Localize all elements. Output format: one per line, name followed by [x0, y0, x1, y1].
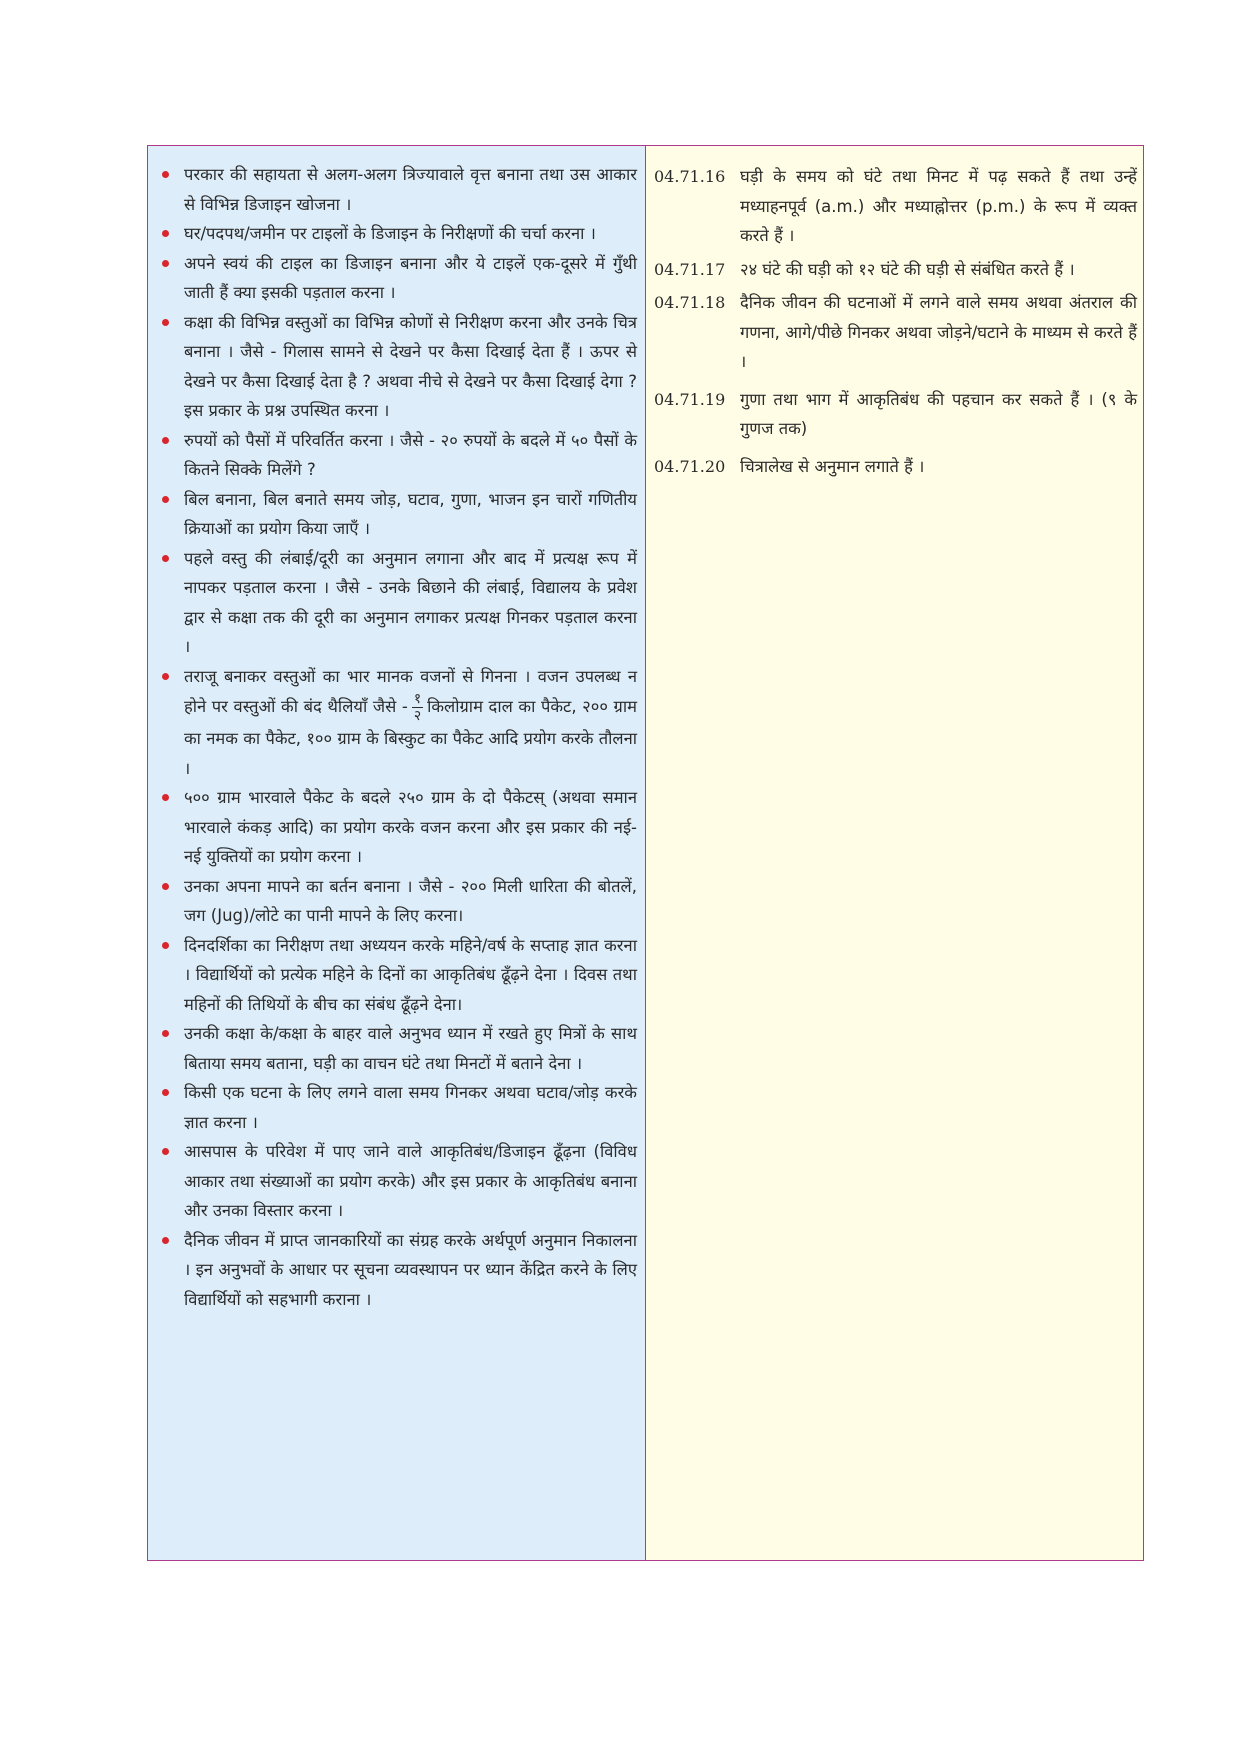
list-item — [158, 160, 637, 219]
curriculum-table — [147, 145, 1144, 1561]
bullet-icon — [162, 230, 169, 237]
list-item — [158, 485, 637, 544]
weight-text-after: किलोग्राम दाल का पैकेट, २०० ग्राम का नमक का पैकेट, १०० ग्राम के बिस्कुट का पैकेट आदि प्रयोग करके तौलना । — [184, 697, 637, 778]
bullet-icon — [162, 942, 169, 949]
list-item — [158, 662, 637, 784]
activity-text: रुपयों को पैसों में परिवर्तित करना । जैसे - २० रुपयों के बदले में ५० पैसों के कितने सिक्के मिलेंगे ? — [184, 430, 637, 479]
activity-text: कक्षा की विभिन्न वस्तुओं का विभिन्न कोणों से निरीक्षण करना और उनके चित्र बनाना । जैसे - गिलास सामने से देखने पर कैसा दिखाई देता हैं । ऊपर से देखने पर कैसा दिखाई देता है ? अथवा नीचे से देखने पर कैसा दिखाई देगा ? इस प्रकार के प्रश्न उपस्थित करना । — [184, 312, 637, 420]
outcome-code: 04.71.16 — [654, 167, 726, 186]
list-item — [158, 1078, 637, 1137]
list-item — [158, 1137, 637, 1226]
outcome-code: 04.71.19 — [654, 389, 726, 409]
outcomes-column — [646, 146, 1143, 1560]
list-item — [158, 931, 637, 1020]
outcome-row — [654, 288, 1137, 377]
bullet-icon — [162, 437, 169, 444]
list-item — [158, 1226, 637, 1315]
list-item — [158, 1019, 637, 1078]
outcome-row — [654, 162, 1137, 251]
outcome-row — [654, 452, 1137, 482]
list-item — [158, 219, 637, 249]
activity-text: अपने स्वयं की टाइल का डिजाइन बनाना और ये टाइलें एक-दूसरे में गुँथी जाती हैं क्या इसकी पड़ताल करना । — [184, 253, 637, 302]
fraction-denominator: २ — [413, 708, 422, 724]
bullet-icon — [162, 1030, 169, 1037]
activity-text: आसपास के परिवेश में पाए जाने वाले आकृतिबंध/डिजाइन ढूँढ़ना (विविध आकार तथा संख्याओं का प्रयोग करके) और इस प्रकार के आकृतिबंध बनाना और उनका विस्तार करना । — [184, 1142, 637, 1220]
activity-text: बिल बनाना, बिल बनाते समय जोड़, घटाव, गुणा, भाजन इन चारों गणितीय क्रियाओं का प्रयोग किया जाएँ । — [184, 489, 637, 538]
activity-text: किसी एक घटना के लिए लगने वाला समय गिनकर अथवा घटाव/जोड़ करके ज्ञात करना । — [184, 1083, 637, 1132]
activity-text: परकार की सहायता से अलग-अलग त्रिज्यावाले वृत्त बनाना तथा उस आकार से विभिन्न डिजाइन खोजना । — [184, 165, 637, 214]
outcome-code: 04.71.20 — [654, 456, 726, 476]
bullet-icon — [162, 673, 169, 680]
bullet-icon — [162, 883, 169, 890]
activity-text: पहले वस्तु की लंबाई/दूरी का अनुमान लगाना और बाद में प्रत्यक्ष रूप में नापकर पड़ताल करना । जैसे - उनके बिछाने की लंबाई, विद्यालय के प्रवेश द्वार से कक्षा तक की दूरी का अनुमान लगाकर प्रत्यक्ष गिनकर पड़ताल करना । — [184, 548, 637, 656]
bullet-icon — [162, 1237, 169, 1244]
list-item — [158, 872, 637, 931]
activity-text: दिनदर्शिका का निरीक्षण तथा अध्ययन करके महिने/वर्ष के सप्ताह ज्ञात करना । विद्यार्थियों को प्रत्येक महिने के दिनों का आकृतिबंध ढूँढ़ने देना । दिवस तथा महिनों की तिथियों के बीच का संबंध ढूँढ़ने देना। — [184, 935, 637, 1014]
bullet-icon — [162, 496, 169, 503]
outcome-text: चित्रालेख से अनुमान लगाते हैं । — [740, 456, 925, 476]
activity-text: ५०० ग्राम भारवाले पैकेट के बदले २५० ग्राम के दो पैकेटस् (अथवा समान भारवाले कंकड़ आदि) का प्रयोग करके वजन करना और इस प्रकार की नई-नई युक्तियों का प्रयोग करना । — [184, 788, 637, 866]
outcome-row — [654, 255, 1137, 285]
fraction-numerator: १ — [413, 691, 422, 707]
outcome-code: 04.71.17 — [654, 259, 726, 279]
weight-text-before: तराजू बनाकर वस्तुओं का भार मानक वजनों से गिनना । वजन उपलब्ध न होने पर वस्तुओं की बंद थैलियाँ जैसे - — [184, 666, 637, 716]
list-item — [158, 426, 637, 485]
outcome-text: घड़ी के समय को घंटे तथा मिनट में पढ़ सकते हैं तथा उन्हें मध्याहनपूर्व (a.m.) और मध्याह्नोत्तर (p.m.) के रूप में व्यक्त करते हैं । — [740, 167, 1137, 245]
list-item — [158, 308, 637, 426]
activity-text: दैनिक जीवन में प्राप्त जानकारियों का संग्रह करके अर्थपूर्ण अनुमान निकालना । इन अनुभवों के आधार पर सूचना व्यवस्थापन पर ध्यान केंद्रित करने के लिए विद्यार्थियों को सहभागी कराना । — [184, 1230, 637, 1309]
activity-text: उनकी कक्षा के/कक्षा के बाहर वाले अनुभव ध्यान में रखते हुए मित्रों के साथ बिताया समय बताना, घड़ी का वाचन घंटे तथा मिनटों में बताने देना । — [184, 1024, 637, 1073]
activity-text: घर/पदपथ/जमीन पर टाइलों के डिजाइन के निरीक्षणों की चर्चा करना । — [184, 224, 596, 243]
bullet-icon — [162, 555, 169, 562]
bullet-icon — [162, 260, 169, 267]
bullet-icon — [162, 171, 169, 178]
activities-list — [158, 160, 637, 1314]
outcome-text: २४ घंटे की घड़ी को १२ घंटे की घड़ी से संबंधित करते हैं । — [740, 259, 1075, 279]
outcome-code: 04.71.18 — [654, 293, 726, 312]
list-item — [158, 783, 637, 872]
bullet-icon — [162, 794, 169, 801]
bullet-icon — [162, 319, 169, 326]
half-fraction — [412, 691, 423, 724]
activities-column — [148, 146, 646, 1560]
list-item — [158, 249, 637, 308]
list-item — [158, 544, 637, 662]
outcome-row — [654, 385, 1137, 444]
outcome-text: गुणा तथा भाग में आकृतिबंध की पहचान कर सकते हैं । (९ के गुणज तक) — [740, 389, 1137, 438]
bullet-icon — [162, 1148, 169, 1155]
activity-text: उनका अपना मापने का बर्तन बनाना । जैसे - २०० मिली धारिता की बोतलें, जग (Jug)/लोटे का पानी मापने के लिए करना। — [184, 876, 637, 925]
outcome-text: दैनिक जीवन की घटनाओं में लगने वाले समय अथवा अंतराल की गणना, आगे/पीछे गिनकर अथवा जोड़ने/घटाने के माध्यम से करते हैं । — [740, 293, 1137, 371]
bullet-icon — [162, 1089, 169, 1096]
